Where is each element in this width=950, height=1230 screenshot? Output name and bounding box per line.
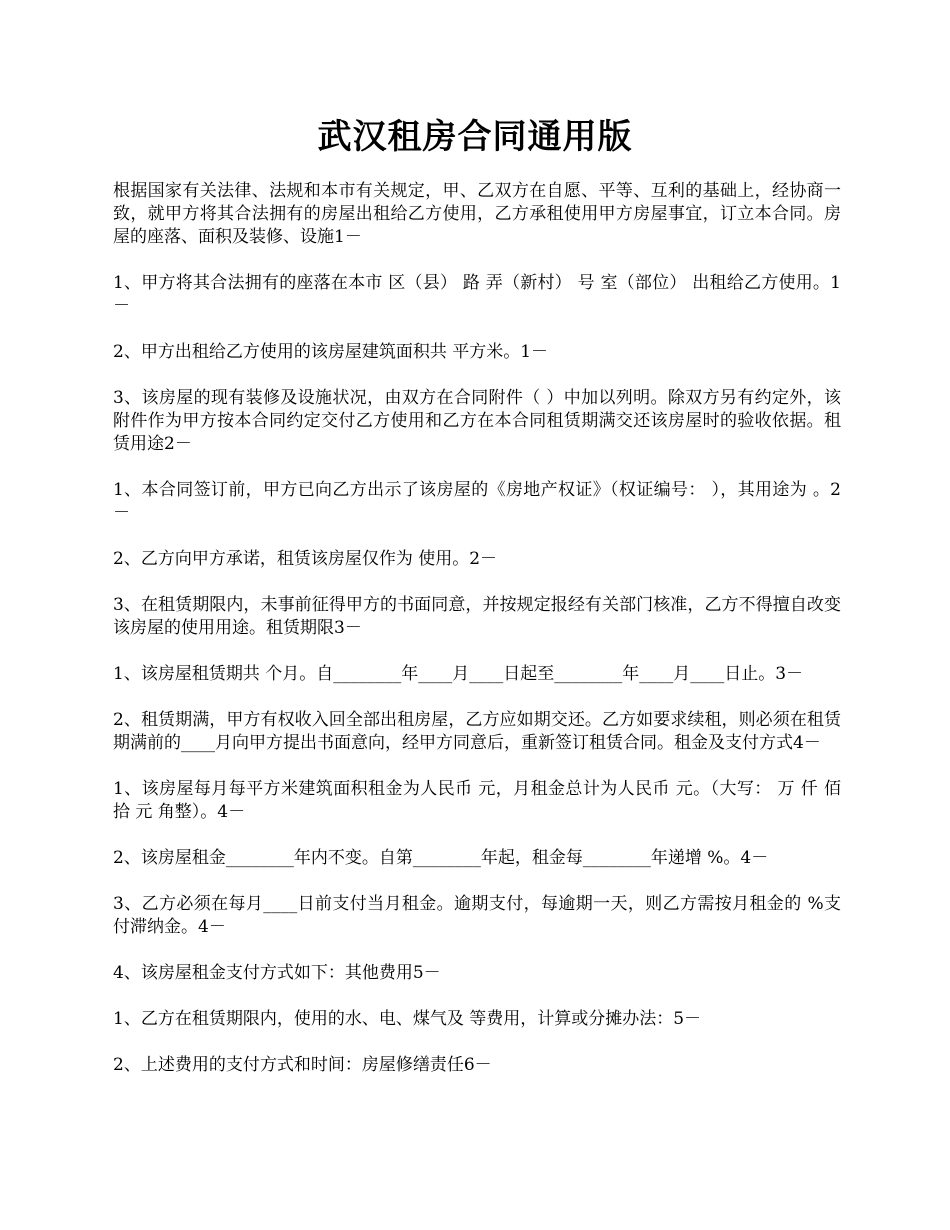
document-title: 武汉租房合同通用版: [317, 117, 633, 157]
paragraph-clause: 2、该房屋租金________年内不变。自第________年起，租金每________年递增 %。4－: [113, 848, 769, 868]
paragraph-clause: 3、乙方必须在每月____日前支付当月租金。逾期支付，每逾期一天，则乙方需按月租金的 %支付滞纳金。4－: [113, 894, 841, 937]
paragraph-clause: 3、该房屋的现有装修及设施状况，由双方在合同附件（ ）中加以列明。除双方另有约定外，该附件作为甲方按本合同约定交付乙方使用和乙方在本合同租赁期满交还该房屋时的验收依据。租赁用途2－: [113, 388, 841, 454]
paragraph-clause: 3、在租赁期限内，未事前征得甲方的书面同意，并按规定报经有关部门核准，乙方不得擅自改变该房屋的使用用途。租赁期限3－: [113, 595, 841, 638]
document-body: [113, 180, 841, 1100]
paragraph-clause: 1、本合同签订前，甲方已向乙方出示了该房屋的《房地产权证》（权证编号： ），其用途为 。2－: [113, 480, 841, 523]
paragraph-clause: 2、甲方出租给乙方使用的该房屋建筑面积共 平方米。1－: [113, 342, 549, 362]
paragraph-clause: 1、甲方将其合法拥有的座落在本市 区（县） 路 弄（新村） 号 室（部位） 出租给乙方使用。1－: [113, 273, 841, 316]
paragraph-clause: 4、该房屋租金支付方式如下：其他费用5－: [113, 963, 441, 983]
paragraph-clause: 2、租赁期满，甲方有权收入回全部出租房屋，乙方应如期交还。乙方如要求续租，则必须在租赁期满前的____月向甲方提出书面意向，经甲方同意后，重新签订租赁合同。租金及支付方式4－: [113, 710, 841, 753]
paragraph-clause: 2、乙方向甲方承诺，租赁该房屋仅作为 使用。2－: [113, 549, 498, 569]
paragraph-clause: 1、该房屋租赁期共 个月。自________年____月____日起至________年____月____日止。3－: [113, 664, 804, 684]
paragraph-intro: 根据国家有关法律、法规和本市有关规定，甲、乙双方在自愿、平等、互利的基础上，经协商一致，就甲方将其合法拥有的房屋出租给乙方使用，乙方承租使用甲方房屋事宜，订立本合同。房屋的座落、面积及装修、设施1－: [113, 181, 841, 247]
paragraph-clause: 1、乙方在租赁期限内，使用的水、电、煤气及 等费用，计算或分摊办法：5－: [113, 1009, 702, 1029]
paragraph-clause: 2、上述费用的支付方式和时间：房屋修缮责任6－: [113, 1055, 492, 1075]
paragraph-clause: 1、该房屋每月每平方米建筑面积租金为人民币 元，月租金总计为人民币 元。（大写： 万 仟 佰 拾 元 角整）。4－: [113, 779, 841, 822]
